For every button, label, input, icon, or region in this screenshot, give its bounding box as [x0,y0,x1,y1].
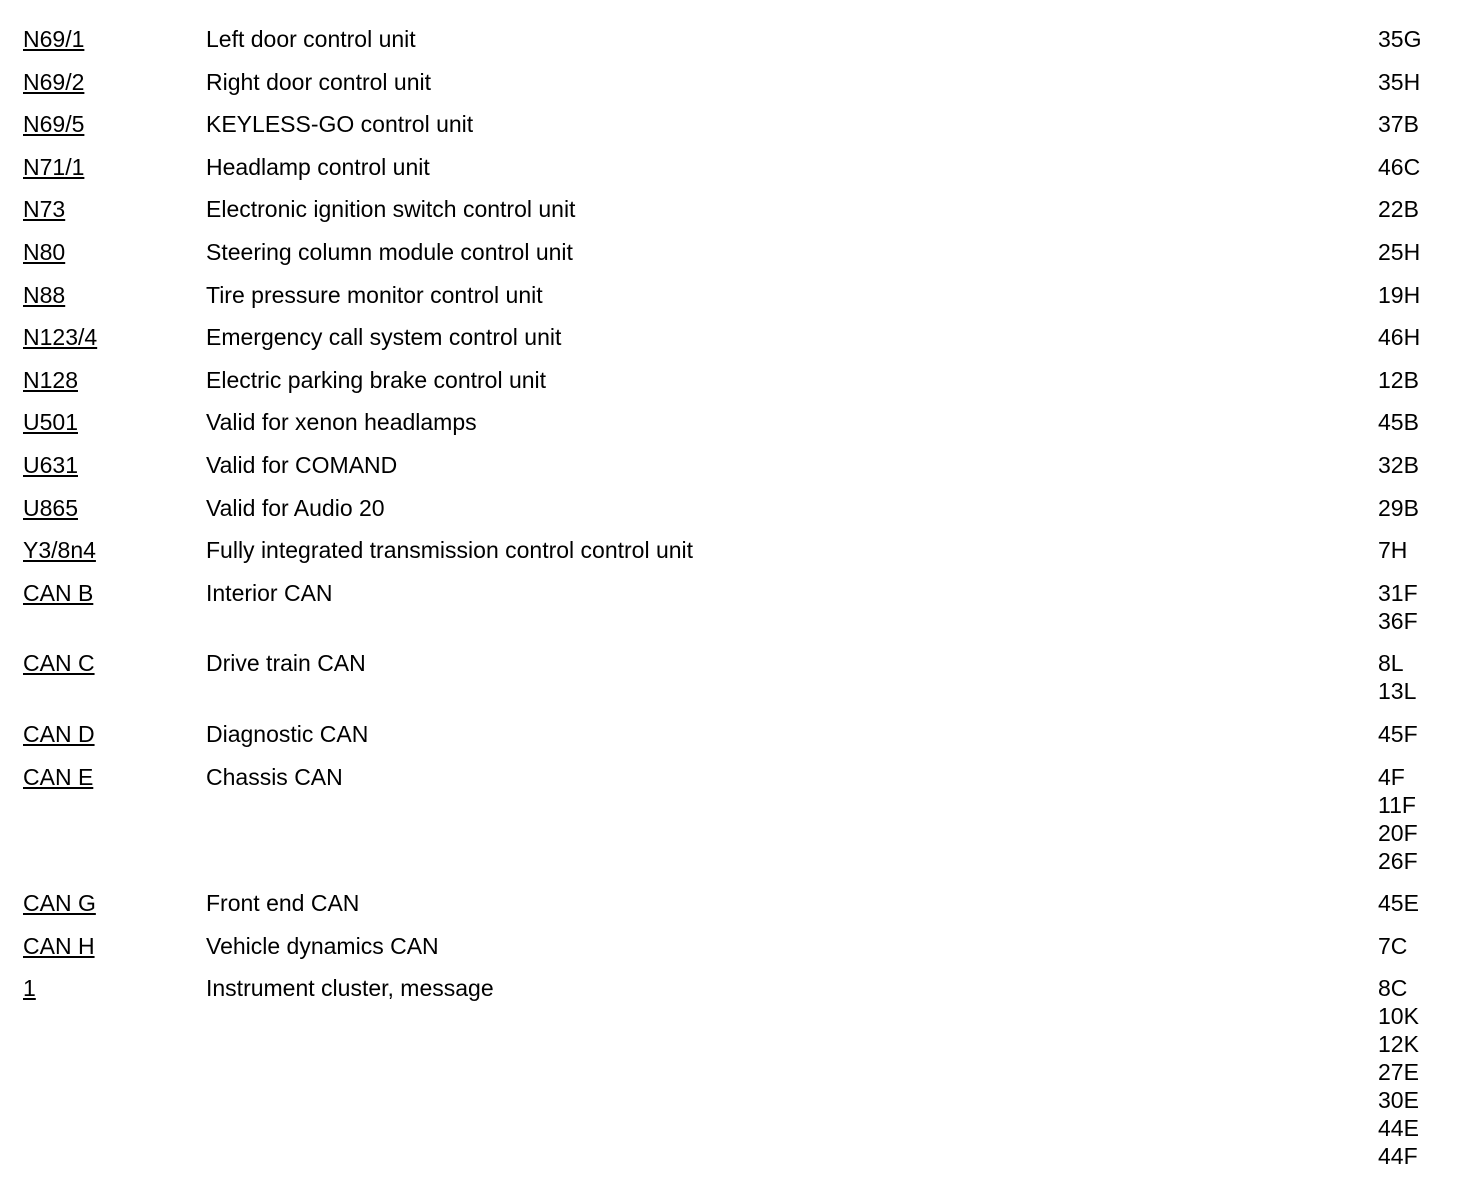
grid-reference-list [1378,889,1453,917]
component-code-link[interactable]: N71/1 [23,153,85,180]
grid-reference: 44E [1378,1115,1419,1142]
component-description: Electronic ignition switch control unit [206,196,576,223]
legend-row [23,238,1453,281]
grid-reference: 44F [1378,1143,1418,1170]
component-code-link[interactable]: N88 [23,281,66,308]
legend-row [23,763,1453,890]
grid-reference: 30E [1378,1087,1419,1114]
component-code-link[interactable]: CAN D [23,720,95,747]
component-description: Right door control unit [206,68,432,95]
grid-reference: 13L [1378,678,1417,705]
grid-reference: 12B [1378,366,1419,393]
legend-row [23,366,1453,409]
grid-reference: 8L [1378,650,1404,677]
component-code-link[interactable]: N73 [23,196,66,223]
component-description: KEYLESS-GO control unit [206,111,474,138]
grid-reference-list [1378,153,1453,181]
component-description: Front end CAN [206,890,360,917]
legend-row [23,649,1453,720]
grid-reference-list [1378,451,1453,479]
component-description: Drive train CAN [206,650,366,677]
legend-row [23,195,1453,238]
component-code-link[interactable]: U501 [23,409,78,436]
grid-reference: 46H [1378,324,1421,351]
component-legend [23,25,1453,1185]
grid-reference: 45B [1378,409,1419,436]
component-code-link[interactable]: CAN H [23,932,95,959]
component-code-link[interactable]: N128 [23,366,78,393]
grid-reference-list [1378,68,1453,96]
legend-row [23,408,1453,451]
grid-reference: 45F [1378,720,1418,747]
grid-reference: 46C [1378,153,1421,180]
grid-reference-list [1378,366,1453,394]
component-code-link[interactable]: N123/4 [23,324,98,351]
legend-row [23,281,1453,324]
legend-row [23,494,1453,537]
component-code-link[interactable]: CAN C [23,650,95,677]
grid-reference-list [1378,536,1453,564]
legend-row [23,153,1453,196]
grid-reference: 31F [1378,579,1418,606]
component-description: Interior CAN [206,579,333,606]
legend-row [23,974,1453,1185]
grid-reference-list [1378,494,1453,522]
component-code-link[interactable]: CAN E [23,763,94,790]
grid-reference: 27E [1378,1059,1419,1086]
grid-reference-list [1378,195,1453,223]
legend-row [23,323,1453,366]
component-code-link[interactable]: U631 [23,451,78,478]
grid-reference-list [1378,720,1453,748]
grid-reference-list [1378,408,1453,436]
component-description: Valid for COMAND [206,451,398,478]
component-description: Instrument cluster, message [206,975,494,1002]
grid-reference: 45E [1378,890,1419,917]
component-code-link[interactable]: Y3/8n4 [23,537,96,564]
legend-row [23,889,1453,932]
grid-reference: 4F [1378,763,1405,790]
component-description: Electric parking brake control unit [206,366,547,393]
legend-row [23,25,1453,68]
component-description: Tire pressure monitor control unit [206,281,543,308]
grid-reference: 37B [1378,111,1419,138]
grid-reference-list [1378,932,1453,960]
component-description: Chassis CAN [206,763,343,790]
component-code-link[interactable]: CAN B [23,579,94,606]
grid-reference: 11F [1378,791,1416,818]
grid-reference: 26F [1378,847,1418,874]
grid-reference: 35H [1378,68,1421,95]
grid-reference: 29B [1378,494,1419,521]
component-description: Steering column module control unit [206,238,573,265]
component-description: Valid for xenon headlamps [206,409,477,436]
legend-row [23,579,1453,650]
component-description: Valid for Audio 20 [206,494,385,521]
grid-reference: 7H [1378,537,1408,564]
grid-reference: 8C [1378,975,1408,1002]
grid-reference-list [1378,323,1453,351]
component-code-link[interactable]: CAN G [23,890,96,917]
grid-reference: 35G [1378,26,1422,52]
grid-reference: 20F [1378,819,1418,846]
component-code-link[interactable]: N69/2 [23,68,85,95]
component-code-link[interactable]: N69/5 [23,111,85,138]
legend-row [23,68,1453,111]
component-code-link[interactable]: N69/1 [23,26,85,52]
legend-row [23,932,1453,975]
grid-reference-list [1378,281,1453,309]
component-description: Left door control unit [206,26,416,52]
grid-reference-list [1378,238,1453,266]
grid-reference: 25H [1378,238,1421,265]
grid-reference: 32B [1378,451,1419,478]
grid-reference-list [1378,110,1453,138]
legend-row [23,536,1453,579]
grid-reference: 22B [1378,196,1419,223]
legend-row [23,451,1453,494]
component-description: Diagnostic CAN [206,720,369,747]
legend-row [23,720,1453,763]
component-description: Vehicle dynamics CAN [206,932,439,959]
grid-reference-list [1378,974,1453,1170]
grid-reference: 12K [1378,1031,1419,1058]
grid-reference-list [1378,579,1453,635]
component-description: Headlamp control unit [206,153,430,180]
component-code-link[interactable]: U865 [23,494,78,521]
grid-reference-list [1378,763,1453,875]
grid-reference: 10K [1378,1003,1419,1030]
grid-reference: 7C [1378,932,1408,959]
grid-reference-list [1378,649,1453,705]
grid-reference: 36F [1378,607,1418,634]
component-description: Fully integrated transmission control control unit [206,537,694,564]
component-description: Emergency call system control unit [206,324,562,351]
grid-reference: 19H [1378,281,1421,308]
component-code-link[interactable]: N80 [23,238,66,265]
grid-reference-list [1378,25,1453,53]
component-code-link[interactable]: 1 [23,975,36,1002]
legend-row [23,110,1453,153]
